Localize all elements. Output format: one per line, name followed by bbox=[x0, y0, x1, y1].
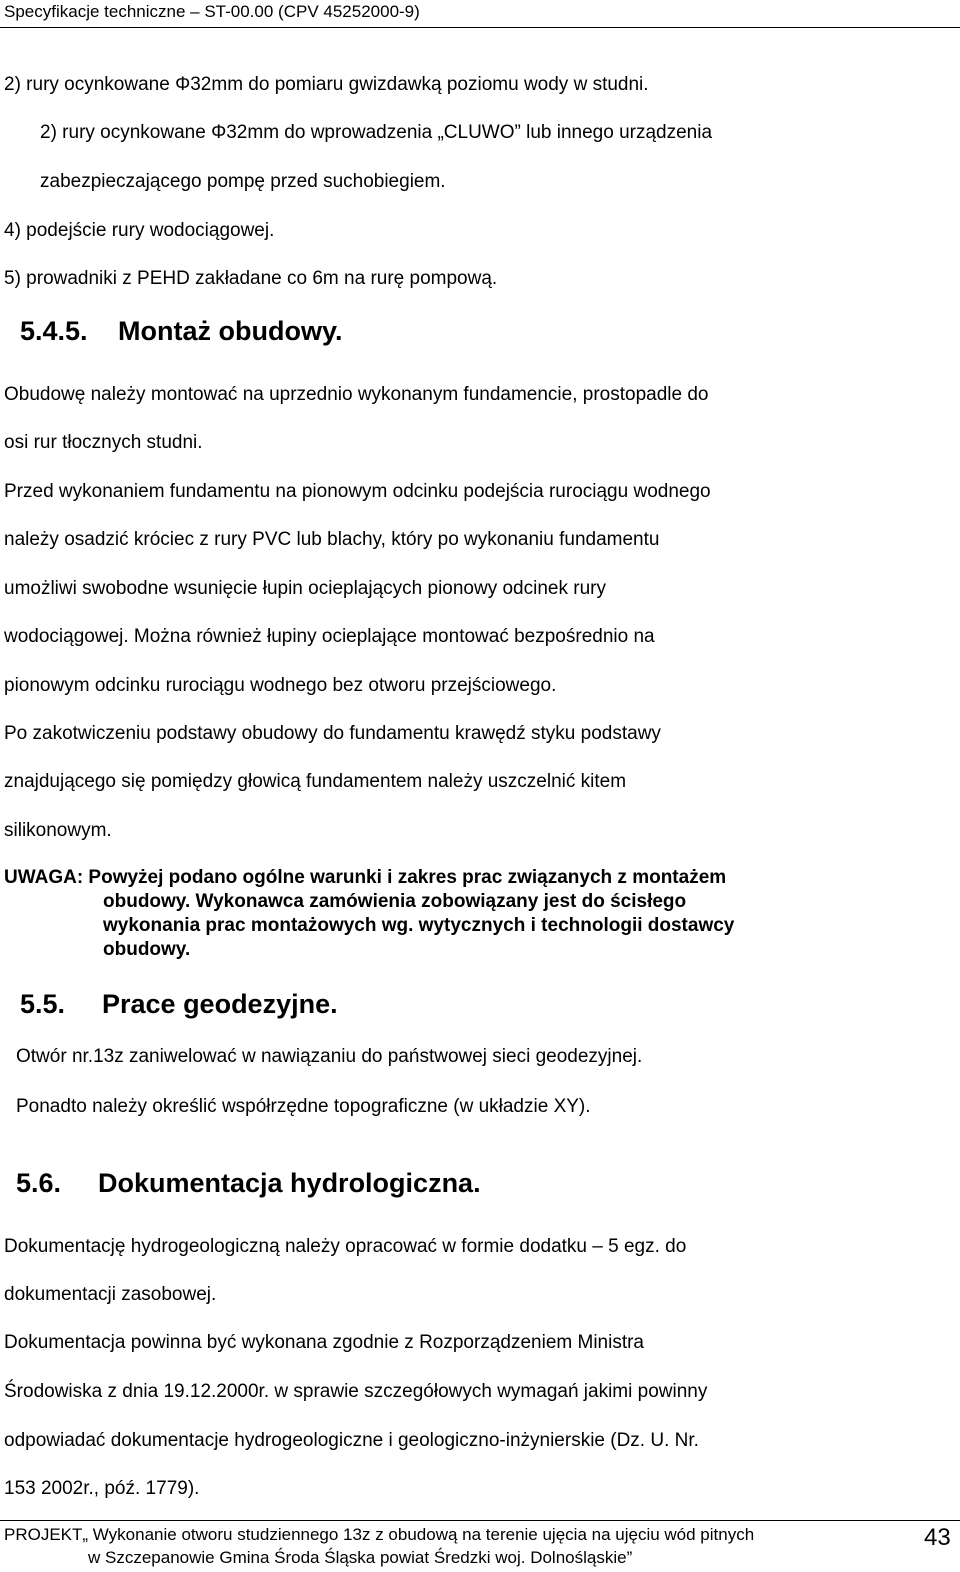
paragraph-line: Ponadto należy określić współrzędne topograficzne (w układzie XY). bbox=[16, 1096, 591, 1117]
running-header: Specyfikacje techniczne – ST-00.00 (CPV 45252000-9) bbox=[4, 2, 420, 21]
paragraph-line: Obudowę należy montować na uprzednio wykonanym fundamencie, prostopadle do bbox=[4, 384, 709, 405]
paragraph-line: silikonowym. bbox=[4, 820, 112, 841]
footer-project-line: PROJEKT„ Wykonanie otworu studziennego 13z z obudową na terenie ujęcia na ujęciu wód pitnych bbox=[4, 1525, 755, 1544]
list-item: 2) rury ocynkowane Φ32mm do pomiaru gwizdawką poziomu wody w studni. bbox=[4, 74, 649, 95]
header-rule bbox=[0, 27, 960, 28]
section-number: 5.5. bbox=[20, 989, 66, 1019]
warning-note-line: obudowy. Wykonawca zamówienia zobowiązany jest do ścisłego bbox=[103, 891, 687, 912]
section-title: Prace geodezyjne. bbox=[102, 989, 338, 1019]
page-number: 43 bbox=[924, 1524, 951, 1551]
paragraph-line: należy osadzić króciec z rury PVC lub blachy, który po wykonaniu fundamentu bbox=[4, 529, 660, 550]
footer-rule bbox=[0, 1520, 960, 1521]
paragraph-line: Dokumentacja powinna być wykonana zgodnie z Rozporządzeniem Ministra bbox=[4, 1332, 644, 1353]
paragraph-line: dokumentacji zasobowej. bbox=[4, 1284, 217, 1305]
warning-note-line: obudowy. bbox=[103, 939, 191, 960]
warning-note-line: wykonania prac montażowych wg. wytycznych i technologii dostawcy bbox=[103, 915, 735, 936]
paragraph-line: Przed wykonaniem fundamentu na pionowym odcinku podejścia rurociągu wodnego bbox=[4, 481, 711, 502]
paragraph-line: pionowym odcinku rurociągu wodnego bez otworu przejściowego. bbox=[4, 675, 557, 696]
warning-note: UWAGA: Powyżej podano ogólne warunki i zakres prac związanych z montażem bbox=[4, 867, 727, 888]
paragraph-line: odpowiadać dokumentacje hydrogeologiczne i geologiczno-inżynierskie (Dz. U. Nr. bbox=[4, 1430, 699, 1451]
section-number: 5.6. bbox=[16, 1168, 62, 1198]
section-title: Dokumentacja hydrologiczna. bbox=[98, 1168, 481, 1198]
paragraph-line: Środowiska z dnia 19.12.2000r. w sprawie szczegółowych wymagań jakimi powinny bbox=[4, 1381, 708, 1402]
section-title: Montaż obudowy. bbox=[118, 316, 343, 346]
paragraph-line: umożliwi swobodne wsunięcie łupin ocieplających pionowy odcinek rury bbox=[4, 578, 606, 599]
list-item-continuation: zabezpieczającego pompę przed suchobiegiem. bbox=[40, 171, 446, 192]
list-item: 2) rury ocynkowane Φ32mm do wprowadzenia „CLUWO” lub innego urządzenia bbox=[40, 122, 713, 143]
paragraph-line: wodociągowej. Można również łupiny ocieplające montować bezpośrednio na bbox=[4, 626, 655, 647]
paragraph-line: znajdującego się pomiędzy głowicą fundamentem należy uszczelnić kitem bbox=[4, 771, 627, 792]
footer-project-line: w Szczepanowie Gmina Środa Śląska powiat Średzki woj. Dolnośląskie” bbox=[88, 1548, 633, 1567]
list-item: 4) podejście rury wodociągowej. bbox=[4, 220, 275, 241]
paragraph-line: Dokumentację hydrogeologiczną należy opracować w formie dodatku – 5 egz. do bbox=[4, 1236, 687, 1257]
section-number: 5.4.5. bbox=[20, 316, 88, 346]
paragraph-line: 153 2002r., póź. 1779). bbox=[4, 1478, 200, 1499]
paragraph-line: Po zakotwiczeniu podstawy obudowy do fundamentu krawędź styku podstawy bbox=[4, 723, 661, 744]
paragraph-line: Otwór nr.13z zaniwelować w nawiązaniu do państwowej sieci geodezyjnej. bbox=[16, 1046, 643, 1067]
paragraph-line: osi rur tłocznych studni. bbox=[4, 432, 203, 453]
list-item: 5) prowadniki z PEHD zakładane co 6m na rurę pompową. bbox=[4, 268, 498, 289]
